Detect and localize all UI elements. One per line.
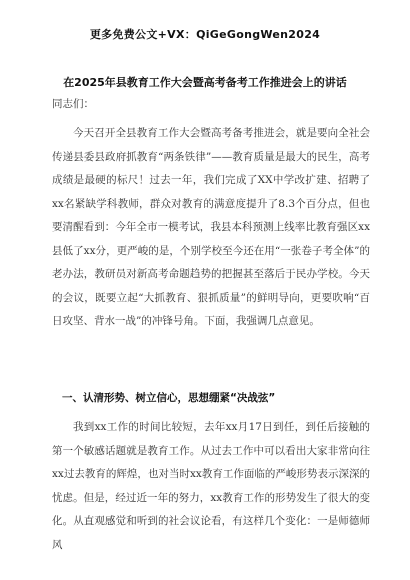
section-paragraph: 我到xx工作的时间比较短，去年xx月17日到任，到任后接触的第一个敏感话题就是教育工作。从过去工作中可以看出大家非常向往xx过去教育的辉煌，也对当时xx教育工作面临的严峻形势表示深深的忧虑。但是，经过近一年的努力，xx教育工作的形势发生了很大的变化。从直观感觉和听到的社会议论看，有这样几个变化：一是师德师风 — [52, 421, 370, 551]
salutation: 同志们： — [52, 98, 94, 110]
speech-title: 在2025年县教育工作大会暨高考备考工作推进会上的讲话 — [63, 76, 347, 89]
intro-paragraph: 今天召开全县教育工作大会暨高考备考推进会，就是要向全社会传递县委县政府抓教育“两条铁律”——教育质量是最大的民生，高考成绩是最硬的标尺！过去一年，我们完成了XX中学改扩建、招聘了xx名紧缺学科教师，群众对教育的满意度提升了8.3个百分点，但也要清醒看到：今年全市一模考试，我县本科预测上线率比教育强区xx县低了xx分，更严峻的是，个别学校至今还在用“一张卷子考全体”的老办法，教研员对新高考命题趋势的把握甚至落后于民办学校。今天的会议，既要立起“大抓教育、狠抓质量”的鲜明导向，更要吹响“百日攻坚、背水一战”的冲锋号角。下面，我强调几点意见。 — [52, 127, 370, 327]
promo-banner: 更多免费公文+VX：QiGeGongWen2024 — [89, 28, 321, 41]
section-heading: 一、认清形势、树立信心，思想绷紧“决战弦” — [62, 392, 276, 404]
